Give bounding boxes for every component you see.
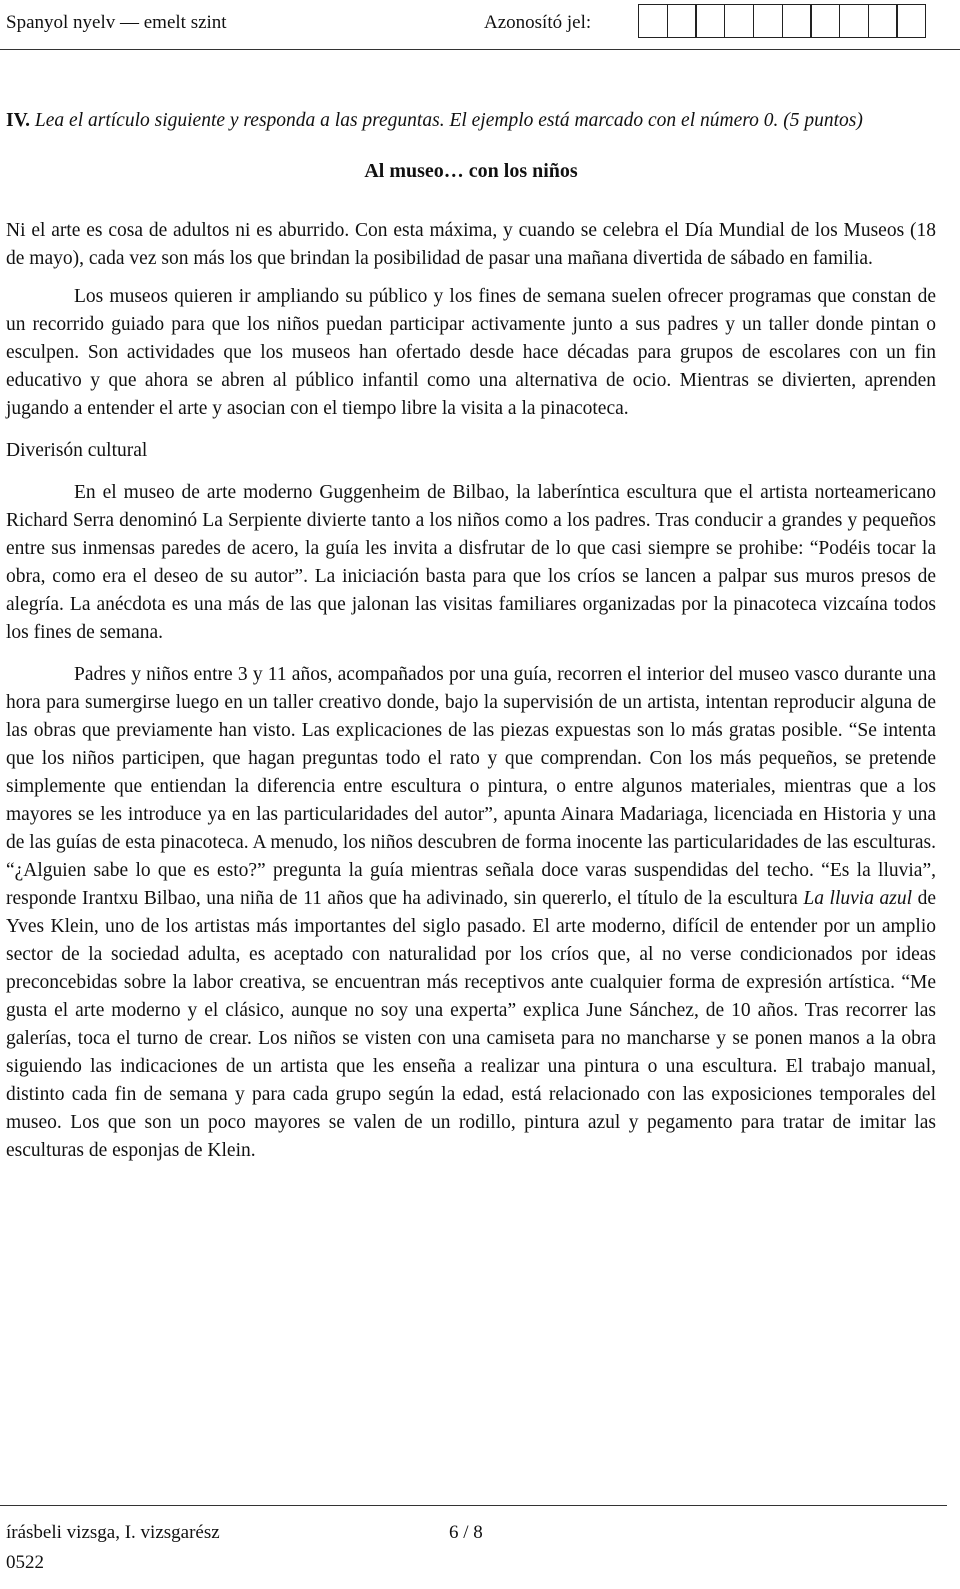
- id-digit-box[interactable]: [810, 4, 840, 38]
- paragraph-4-text-a: Padres y niños entre 3 y 11 años, acompañados por una guía, recorren el interior del museo vasco durante una hora para sumergirse luego en un taller creativo donde, bajo la supervisión de un artista, intentan reproducir alguna de las obras que previamente han visto. Las explicaciones de las piezas expuestas son lo más gratas posible. “Se intenta que los niños participen, que hagan preguntas todo el rato y que comprendan. Con los más pequeños, se pretende simplemente que entiendan la diferencia entre escultura o pintura, o entre algunos materiales, mientras que a los mayores se les introduce ya en las particularidades del autor”, apunta Ainara Madariaga, licenciada en Historia y una de las guías de esta pinacoteca. A menudo, los niños descubren de forma inocente las particularidades de las esculturas. “¿Alguien sabe lo que es esto?” pregunta la guía mientras señala doce varas suspendidas del techo. “Es la lluvia”, responde Irantxu Bilbao, una niña de 11 años que ha adivinado, sin quererlo, el título de la escultura: [6, 664, 936, 909]
- article-paragraph-4: [6, 661, 936, 1165]
- task-text: Lea el artículo siguiente y responda a las preguntas. El ejemplo está marcado con el número 0. (5 puntos): [34, 110, 863, 131]
- article-paragraph-1: Ni el arte es cosa de adultos ni es aburrido. Con esta máxima, y cuando se celebra el Día Mundial de los Museos (18 de mayo), cada vez son más los que brindan la posibilidad de pasar una mañana divertida de sábado en familia.: [6, 220, 936, 269]
- id-digit-box[interactable]: [638, 4, 668, 38]
- task-number: IV.: [6, 110, 31, 131]
- exam-part: írásbeli vizsga, I. vizsgarész: [6, 1522, 220, 1543]
- id-digit-box[interactable]: [724, 4, 754, 38]
- page-body: [6, 107, 936, 1165]
- footer-divider: [0, 1505, 947, 1506]
- id-digit-box[interactable]: [896, 4, 926, 38]
- id-digit-box[interactable]: [839, 4, 869, 38]
- id-digit-box[interactable]: [667, 4, 697, 38]
- artwork-title: La lluvia azul: [803, 888, 913, 909]
- id-digit-box[interactable]: [695, 4, 725, 38]
- header-divider: [0, 49, 960, 50]
- id-digit-box[interactable]: [753, 4, 783, 38]
- task-instruction: [6, 107, 936, 135]
- id-digit-box[interactable]: [782, 4, 812, 38]
- article-paragraph-2: Los museos quieren ir ampliando su público y los fines de semana suelen ofrecer programas que constan de un recorrido guiado para que los niños puedan participar activamente junto a sus padres y un taller donde pintan o esculpen. Son actividades que los museos han ofertado desde hace décadas para grupos de escolares con un fin educativo y que ahora se abren al público infantil como una alternativa de ocio. Mientras se divierten, aprenden jugando a entender el arte y asocian con el tiempo libre la visita a la pinacoteca.: [6, 286, 936, 419]
- article-subheading: Diverisón cultural: [6, 440, 148, 461]
- exam-code: 0522: [6, 1552, 44, 1573]
- page-number: 6 / 8: [449, 1522, 483, 1543]
- id-digit-box[interactable]: [868, 4, 898, 38]
- paragraph-4-text-b: de Yves Klein, uno de los artistas más importantes del siglo pasado. El arte moderno, difícil de entender por un amplio sector de la sociedad adulta, es aceptado con naturalidad por los críos que, al no verse condicionados por ideas preconcebidas sobre la labor creativa, se encuentran más receptivos ante cualquier forma de expresión artística. “Me gusta el arte moderno y el clásico, aunque no soy una experta” explica June Sánchez, de 10 años. Tras recorrer las galerías, toca el turno de crear. Los niños se visten con una camiseta para no mancharse y se ponen manos a la obra siguiendo las indicaciones de un artista que les enseña a realizar una pintura o una escultura. El trabajo manual, distinto cada fin de semana y para cada grupo según la edad, está relacionado con las exposiciones temporales del museo. Los que son un poco mayores se valen de un rodillo, pintura azul y pegamento para tratar de imitar las esculturas de esponjas de Klein.: [6, 888, 936, 1161]
- article-title: Al museo… con los niños: [364, 160, 578, 182]
- id-label: Azonosító jel:: [484, 12, 592, 33]
- page-header: [0, 0, 960, 48]
- exam-subject: Spanyol nyelv — emelt szint: [6, 12, 227, 33]
- id-boxes[interactable]: [638, 4, 925, 38]
- article-paragraph-3: En el museo de arte moderno Guggenheim de Bilbao, la laberíntica escultura que el artista norteamericano Richard Serra denominó La Serpiente divierte tanto a los niños como a los padres. Tras conducir a grandes y pequeños entre sus inmensas paredes de acero, la guía les invita a disfrutar de lo que casi siempre se prohibe: “Podéis tocar la obra, como era el deseo de su autor”. La iniciación basta para que los críos se lancen a palpar sus muros presos de alegría. La anécdota es una más de las que jalonan las visitas familiares organizadas por la pinacoteca vizcaína todos los fines de semana.: [6, 482, 936, 643]
